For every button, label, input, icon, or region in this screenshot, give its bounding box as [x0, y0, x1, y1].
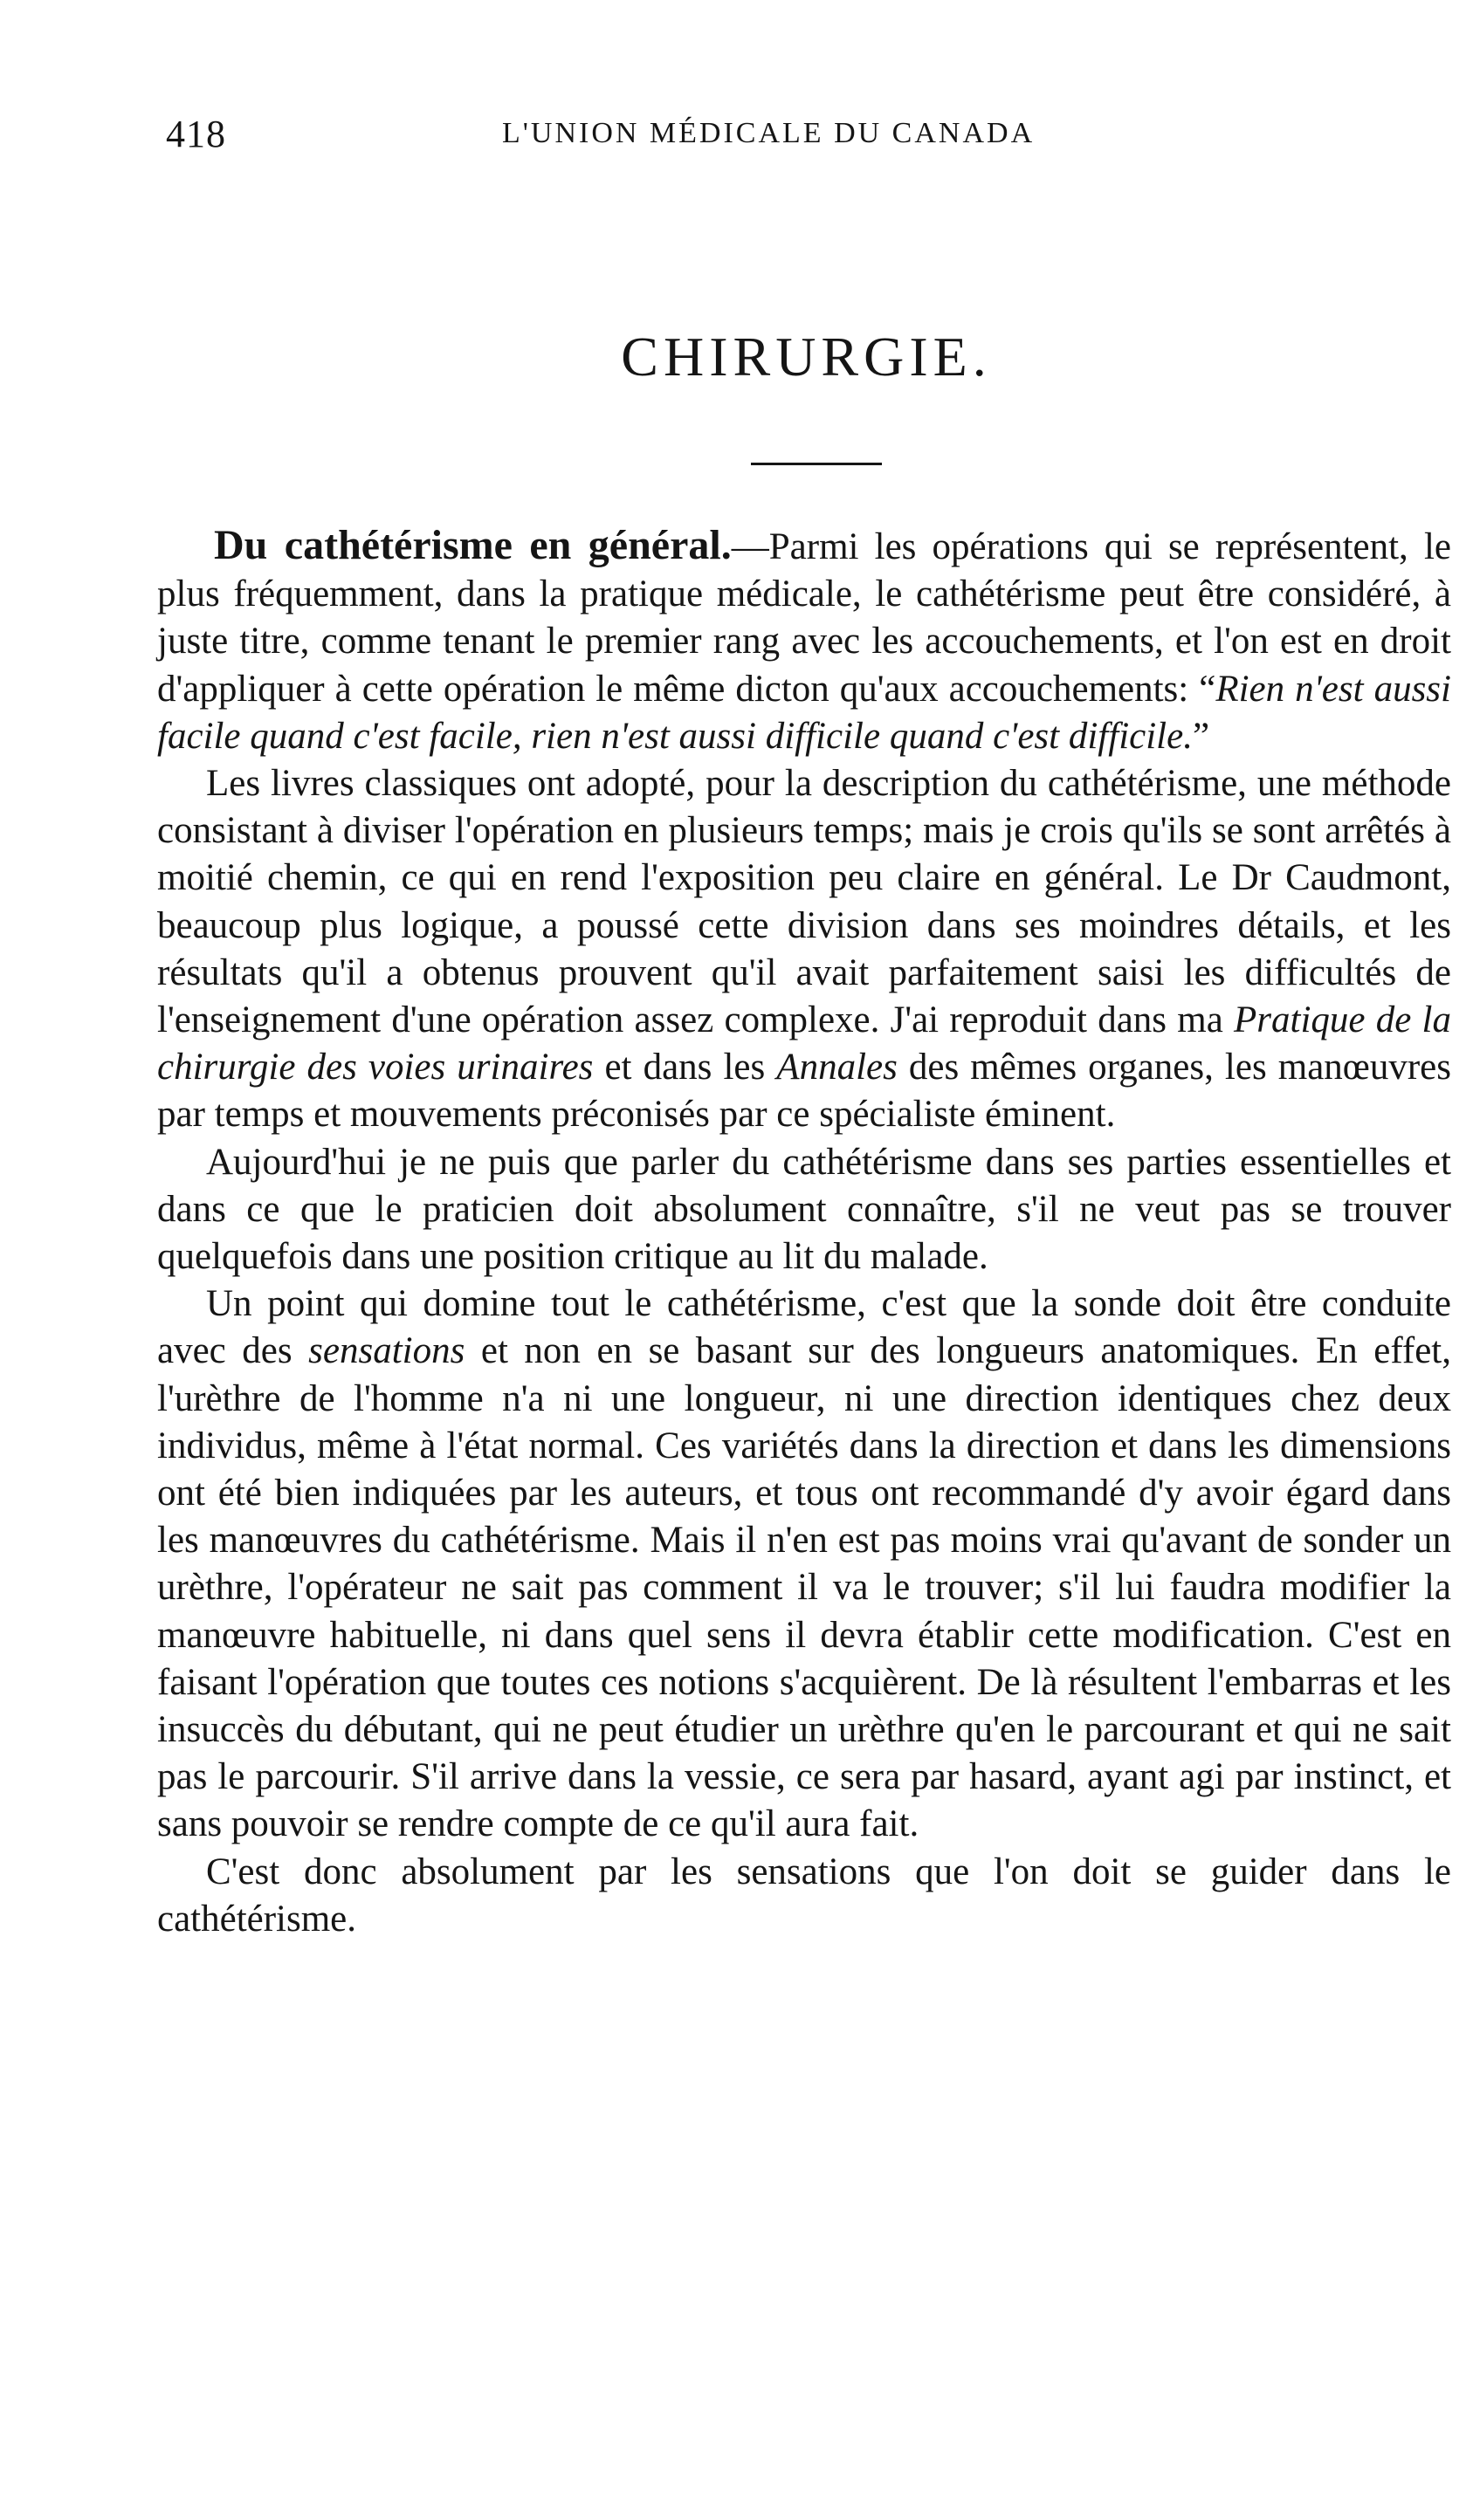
- paragraph-1-close-quote: ”: [1192, 715, 1210, 757]
- emphasis-sensations: sensations: [308, 1330, 465, 1372]
- journal-title: L'UNION MÉDICALE DU CANADA: [502, 117, 1036, 149]
- paragraph-1-text: —Parmi les opérations qui se représentent, le plus fréquemment, dans la pratique médicale, le cathétérisme peut être considéré, à juste titre, comme tenant le premier rang avec les accouchements, et l'on est en droit d'appliquer à cette opération le même dicton qu'aux accouchements: “: [157, 526, 1451, 710]
- paragraph-5: C'est donc absolument par les sensations que l'on doit se guider dans le cathétérisme.: [157, 1851, 1451, 1940]
- running-header: [166, 112, 1126, 164]
- paragraph-1: [157, 522, 1451, 760]
- paragraph-4-text-c: et non en se basant sur des longueurs anatomiques. En effet, l'urèthre de l'homme n'a ni une longueur, ni une direction identiques chez deux individus, même à l'état normal. Ces variétés dans la direction et dans les dimensions ont été bien indiquées par les auteurs, et tous ont recommandé d'y avoir égard dans les manœuvres du cathétérisme. Mais il n'en est pas moins vrai qu'avant de sonder un urèthre, l'opérateur ne sait pas comment il va le trouver; s'il lui faudra modifier la manœuvre habituelle, ni dans quel sens il devra établir cette modification. C'est en faisant l'opération que toutes ces notions s'acquièrent. De là résultent l'embarras et les insuccès du débutant, qui ne peut étudier un urèthre qu'en le parcourant et qui ne sait pas le parcourir. S'il arrive dans la vessie, ce sera par hasard, ayant agi par instinct, et sans pouvoir se rendre compte de ce qu'il aura fait.: [157, 1330, 1451, 1845]
- paragraph-4-text-a: Un point qui domine tout le cathétérisme, c'est que la sonde doit être conduite avec des: [157, 1283, 1451, 1372]
- paragraph-4: [157, 1281, 1451, 1848]
- article-body: [157, 522, 1451, 1943]
- paragraph-2: [157, 760, 1451, 1139]
- page-number: 418: [166, 113, 226, 155]
- title-divider: [751, 463, 882, 465]
- book-title-annales: Annales: [776, 1047, 898, 1088]
- paragraph-2-text-a: Les livres classiques ont adopté, pour la description du cathétérisme, une méthode consistant à diviser l'opération en plusieurs temps; mais je crois qu'ils se sont arrêtés à moitié chemin, ce qui en rend l'exposition peu claire en général. Le Dr Caudmont, beaucoup plus logique, a poussé cette division dans ses moindres détails, et les résultats qu'il a obtenus prouvent qu'il avait parfaitement saisi les difficultés de l'enseignement d'une opération assez complexe. J'ai reproduit dans ma: [157, 763, 1451, 1041]
- section-title: CHIRURGIE.: [621, 326, 992, 388]
- quoted-maxim: Rien n'est aussi facile quand c'est facile, rien n'est aussi difficile quand c'est difficile.: [157, 668, 1451, 757]
- paragraph-2-text-c: et dans les: [593, 1047, 777, 1088]
- article-heading: Du cathétérisme en général.: [214, 522, 732, 568]
- paragraph-3: Aujourd'hui je ne puis que parler du cathétérisme dans ses parties essentielles et dans ce que le praticien doit absolument connaître, s'il ne veut pas se trouver quelquefois dans une position critique au lit du malade.: [157, 1141, 1451, 1278]
- paragraph-2-text-e: des mêmes organes, les manœuvres par temps et mouvements préconisés par ce spécialiste éminent.: [157, 1047, 1451, 1136]
- book-title-pratique: Pratique de la chirurgie des voies urinaires: [157, 999, 1452, 1088]
